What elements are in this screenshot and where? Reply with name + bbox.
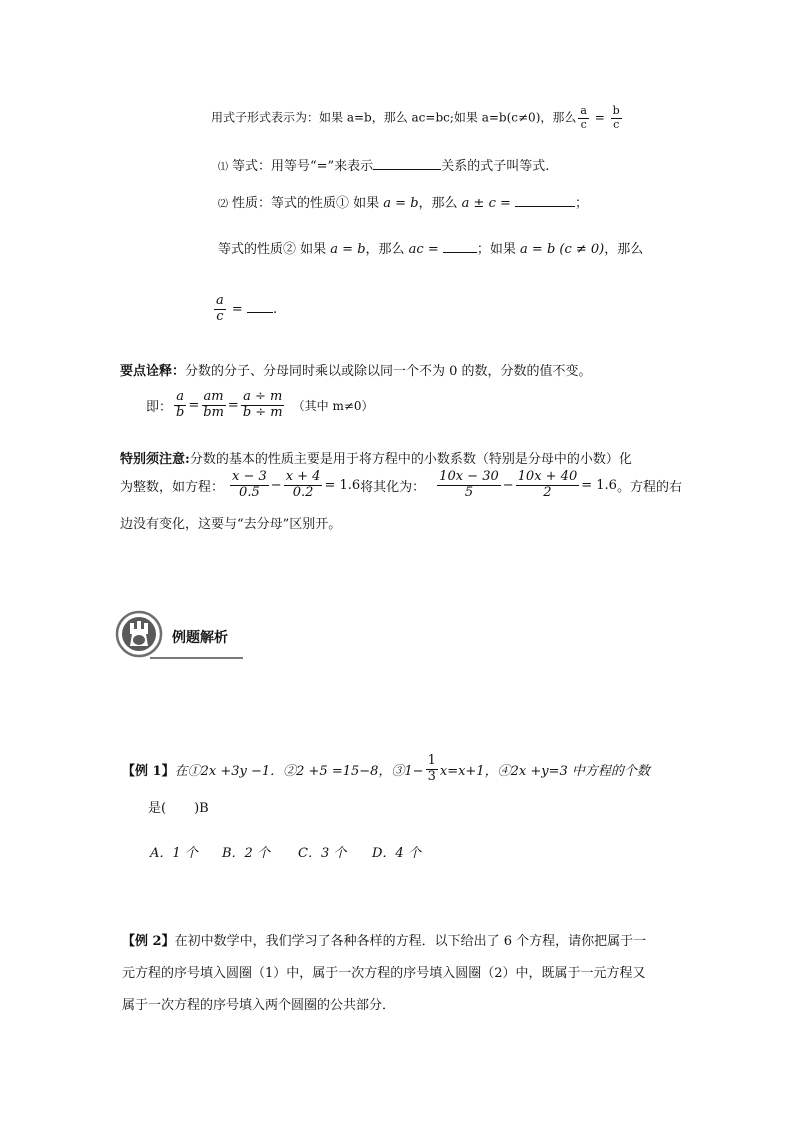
- fill-blank: [515, 194, 575, 207]
- special-note-line-3: 边没有变化，这要与“去分母”区别开。: [120, 517, 342, 532]
- fraction-10x-plus-40-over-2: $\frac{10x + 40}{2}$: [517, 469, 578, 500]
- fraction-b-over-c: $\frac{b}{c}$: [612, 104, 620, 131]
- property-two-line: 等式的性质② 如果 a = b，那么 ac = ；如果 a = b (c ≠ 0)，那么: [218, 242, 644, 257]
- fraction-a-over-c: $\frac{a}{c}$: [580, 104, 587, 131]
- example-1-option-c[interactable]: C．3 个: [298, 846, 347, 861]
- special-note-line-1: 特别须注意:分数的基本的性质主要是用于将方程中的小数系数（特别是分母中的小数）化: [120, 452, 632, 467]
- fraction-a-over-b: $\frac{a}{b}$: [176, 389, 185, 420]
- section-title: 例题解析: [172, 630, 228, 646]
- property-one-line: ⑵ 性质：等式的性质① 如果 a = b，那么 a ± c = ；: [218, 196, 589, 211]
- example-1-question: 【例 1】 在①2x +3y −1．②2 +5 =15−8，③1− $\frac{1}{3}$ x=x+1，④2x +y=3 中方程的个数: [122, 753, 650, 784]
- chess-piece-icon: [115, 610, 163, 658]
- fraction-x-plus-4-over-0-2: $\frac{x + 4}{0.2}$: [285, 469, 321, 500]
- property-formula-text: 用式子形式表示为：如果 a=b，那么 ac=bc;如果 a=b(c≠0)，那么: [211, 110, 577, 125]
- fraction-property-formula: 即： $\frac{a}{b}$ = $\frac{am}{bm}$ = $\frac{a \div m}{b \div m}$ （其中 m≠0）: [146, 389, 374, 420]
- fraction-x-minus-3-over-0-5: $\frac{x - 3}{0.5}$: [232, 469, 267, 500]
- fraction-a-div-m-over-b-div-m: $\frac{a \div m}{b \div m}$: [242, 389, 283, 420]
- fraction-am-over-bm: $\frac{am}{bm}$: [203, 389, 224, 420]
- fill-blank: [443, 240, 477, 253]
- property-two-fraction-line: $\frac{a}{c}$ = .: [216, 293, 278, 324]
- fraction-one-third: $\frac{1}{3}$: [427, 753, 436, 784]
- section-divider: [150, 657, 243, 659]
- fraction-a-over-c: $\frac{a}{c}$: [216, 293, 224, 324]
- fraction-10x-minus-30-over-5: $\frac{10x - 30}{5}$: [439, 469, 499, 500]
- example-1-answer-line: 是( )B: [148, 801, 209, 816]
- example-2-line-1: 【例 2】在初中数学中，我们学习了各种各样的方程．以下给出了 6 个方程，请你把属于一: [122, 934, 647, 949]
- key-point-line: 要点诠释：分数的分子、分母同时乘以或除以同一个不为 0 的数，分数的值不变。: [120, 364, 592, 379]
- example-1-option-d[interactable]: D．4 个: [372, 846, 421, 861]
- example-1-label: 【例 1】: [122, 763, 175, 779]
- example-2-label: 【例 2】: [122, 934, 175, 949]
- property-formula-line: 用式子形式表示为：如果 a=b，那么 ac=bc;如果 a=b(c≠0)，那么 $\frac{a}{c}$ = $\frac{b}{c}$: [211, 104, 620, 131]
- special-note-label: 特别须注意:: [120, 452, 190, 467]
- example-2-line-3: 属于一次方程的序号填入两个圆圈的公共部分．: [122, 998, 396, 1013]
- special-note-line-2: 为整数，如方程： $\frac{x - 3}{0.5}$ − $\frac{x + 4}{0.2}$ = 1.6 将其化为： $\frac{10x - 30}{5}$ − $\frac{10x + 40}{2}$ = 1.6 。方程的右: [120, 469, 682, 500]
- definition-equation-line: ⑴ 等式：用等号“=”来表示 关系的式子叫等式.: [218, 159, 550, 174]
- example-1-option-a[interactable]: A．1 个: [150, 846, 198, 861]
- example-2-line-2: 元方程的序号填入圆圈（1）中，属于一次方程的序号填入圆圈（2）中，既属于一元方程又: [122, 966, 646, 981]
- key-point-label: 要点诠释：: [120, 364, 186, 379]
- example-1-option-b[interactable]: B．2 个: [222, 846, 270, 861]
- fill-blank: [247, 300, 273, 313]
- fill-blank: [373, 157, 441, 170]
